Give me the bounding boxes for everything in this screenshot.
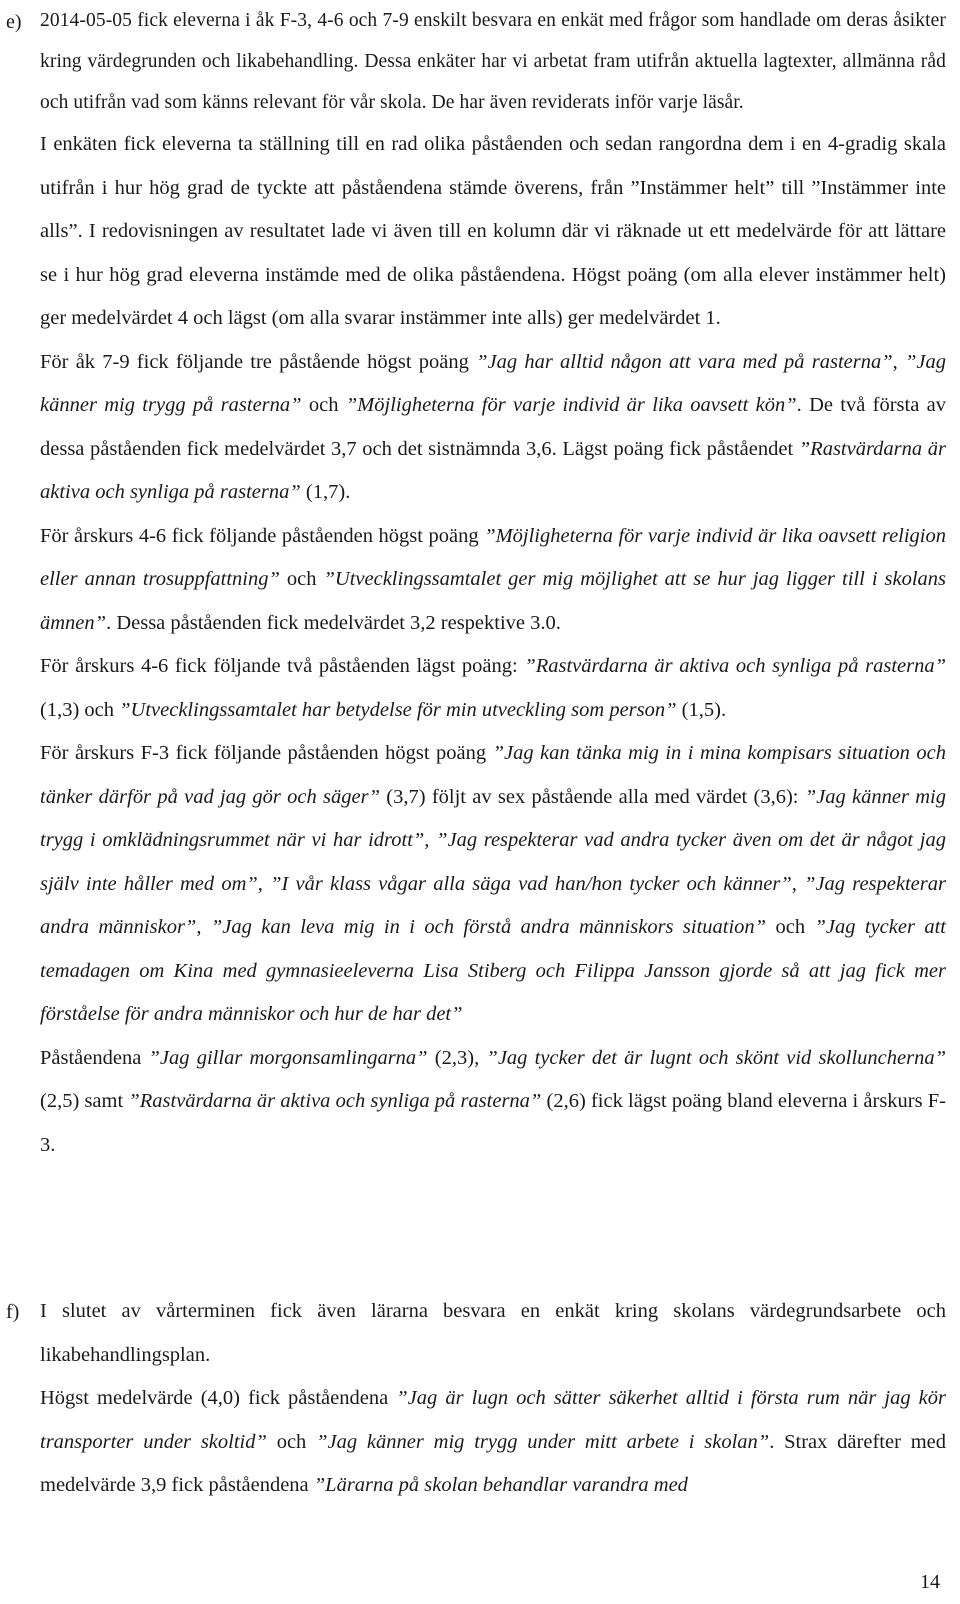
quoted-statement: ”Rastvärdarna är aktiva och synliga på rasterna”	[128, 1090, 542, 1112]
text-run: (1,7).	[300, 481, 351, 503]
text-run: och	[766, 916, 815, 938]
paragraph	[40, 341, 946, 515]
text-run: I enkäten fick eleverna ta ställning till en rad olika påståenden och sedan rangordna dem i en 4-gradig skala utifrån i hur hög grad de tyckte att påståendena stämde överens, från ”Instämmer helt” till ”Instämmer inte alls”. I redovisningen av resultatet lade vi även till en kolumn där vi räknade ut ett medelvärde för att lättare se i hur hög grad eleverna instämde med de olika påståendena. Högst poäng (om alla elever instämmer helt) ger medelvärdet 4 och lägst (om alla svarar instämmer inte alls) ger medelvärdet 1.	[40, 133, 946, 329]
text-run: (1,5).	[676, 698, 727, 721]
quoted-statement: ”Utvecklingssamtalet ger mig möjlighet att se hur jag ligger till i skolans ämnen”	[40, 568, 947, 634]
text-run: och	[266, 1430, 317, 1453]
quoted-statement: ”Möjligheterna för varje individ är lika oavsett kön”	[345, 394, 797, 416]
paragraph	[40, 1037, 946, 1168]
quoted-statement: ”Jag gillar morgonsamlingarna”	[148, 1046, 428, 1069]
text-run: För årskurs 4-6 fick följande två påståenden lägst poäng:	[40, 655, 525, 677]
text-run: För åk 7-9 fick följande tre påstående högst poäng	[40, 350, 477, 373]
list-marker-e: e)	[6, 11, 22, 33]
quoted-statement: ”Möjligheterna för varje individ är lika oavsett religion eller annan trosuppfattning”	[40, 524, 947, 590]
text-run: (2,3),	[427, 1046, 487, 1069]
list-marker-f: f)	[6, 1301, 20, 1323]
quoted-statement: ”Rastvärdarna är aktiva och synliga på rasterna”	[524, 655, 946, 677]
text-run: För årskurs F-3 fick följande påståenden högst poäng	[40, 742, 493, 764]
text-run: och	[301, 394, 346, 416]
text-run: Högst medelvärde (4,0) fick påståendena	[40, 1387, 397, 1409]
quoted-statement: ”Jag tycker att temadagen om Kina med gymnasieeleverna Lisa Stiberg och Filippa Jansson gjorde så att jag fick mer förståelse för andra människor och hur de har det”	[40, 916, 946, 1025]
text-run: (3,7) följt av sex påstående alla med värdet (3,6):	[380, 785, 805, 808]
list-item-f-body	[40, 1290, 946, 1508]
quoted-statement: ”Rastvärdarna är aktiva och synliga på rasterna”	[40, 437, 946, 503]
page-number: 14	[920, 1571, 940, 1593]
text-run: (2,6) fick lägst poäng bland eleverna i årskurs F-3.	[40, 1090, 947, 1156]
text-run: 2014-05-05 fick eleverna i åk F-3, 4-6 och 7-9 enskilt besvara en enkät med frågor som handlade om deras åsikter kring värdegrunden och likabehandling. Dessa enkäter har vi arbetat fram utifrån aktuella lagtexter, allmänna råd och utifrån vad som känns relevant för vår skola. De har även reviderats inför varje läsår.	[40, 10, 946, 113]
quoted-statement: ”Jag har alltid någon att vara med på rasterna”	[476, 350, 893, 373]
quoted-statement: ”Jag känner mig trygg på rasterna”	[40, 350, 947, 416]
text-run: (1,3) och	[40, 698, 120, 721]
quoted-statement: ”Utvecklingssamtalet har betydelse för min utveckling som person”	[119, 698, 677, 721]
paragraph	[40, 1290, 946, 1377]
quoted-statement: ”Jag är lugn och sätter säkerhet alltid i första rum när jag kör transporter under skoltid”	[40, 1387, 946, 1453]
list-item-f	[6, 1290, 946, 1508]
text-run: (2,5) samt	[40, 1090, 129, 1112]
quoted-statement: ”Jag kan tänka mig in i mina kompisars situation och tänker därför på vad jag gör och säger”	[40, 742, 946, 808]
text-run: och	[279, 568, 324, 590]
text-run: Påståendena	[40, 1046, 149, 1069]
paragraph	[40, 123, 946, 341]
text-run: ,	[892, 350, 906, 373]
paragraph	[40, 515, 946, 646]
quoted-statement: ”Jag tycker det är lugnt och skönt vid skolluncherna”	[486, 1046, 947, 1069]
quoted-statement: ”Jag känner mig trygg i omklädningsrummet när vi har idrott”, ”Jag respekterar vad andra tycker även om det är något jag själv inte håller med om”, ”I vår klass vågar alla säga vad han/hon tycker och känner”, ”Jag respekterar andra människor”, ”Jag kan leva mig in i och förstå andra människors situation”	[40, 785, 946, 938]
paragraph	[40, 645, 946, 732]
text-run: I slutet av vårterminen fick även lärarna besvara en enkät kring skolans värdegrundsarbete och likabehandlingsplan.	[40, 1300, 946, 1366]
text-run: . Dessa påståenden fick medelvärdet 3,2 respektive 3.0.	[106, 611, 561, 634]
text-run: . Strax därefter med medelvärde 3,9 fick påståendena	[40, 1430, 947, 1496]
list-item-e-body	[40, 0, 946, 1167]
paragraph	[40, 1377, 946, 1508]
text-run: . De två första av dessa påståenden fick medelvärdet 3,7 och det sistnämnda 3,6. Lägst poäng fick påståendet	[40, 394, 946, 460]
paragraph	[40, 732, 946, 1037]
text-run: För årskurs 4-6 fick följande påståenden högst poäng	[40, 524, 485, 547]
list-item-e	[6, 0, 946, 1167]
quoted-statement: ”Jag känner mig trygg under mitt arbete i skolan”	[316, 1430, 770, 1453]
quoted-statement: ”Lärarna på skolan behandlar varandra med	[313, 1474, 688, 1496]
paragraph	[40, 0, 946, 123]
